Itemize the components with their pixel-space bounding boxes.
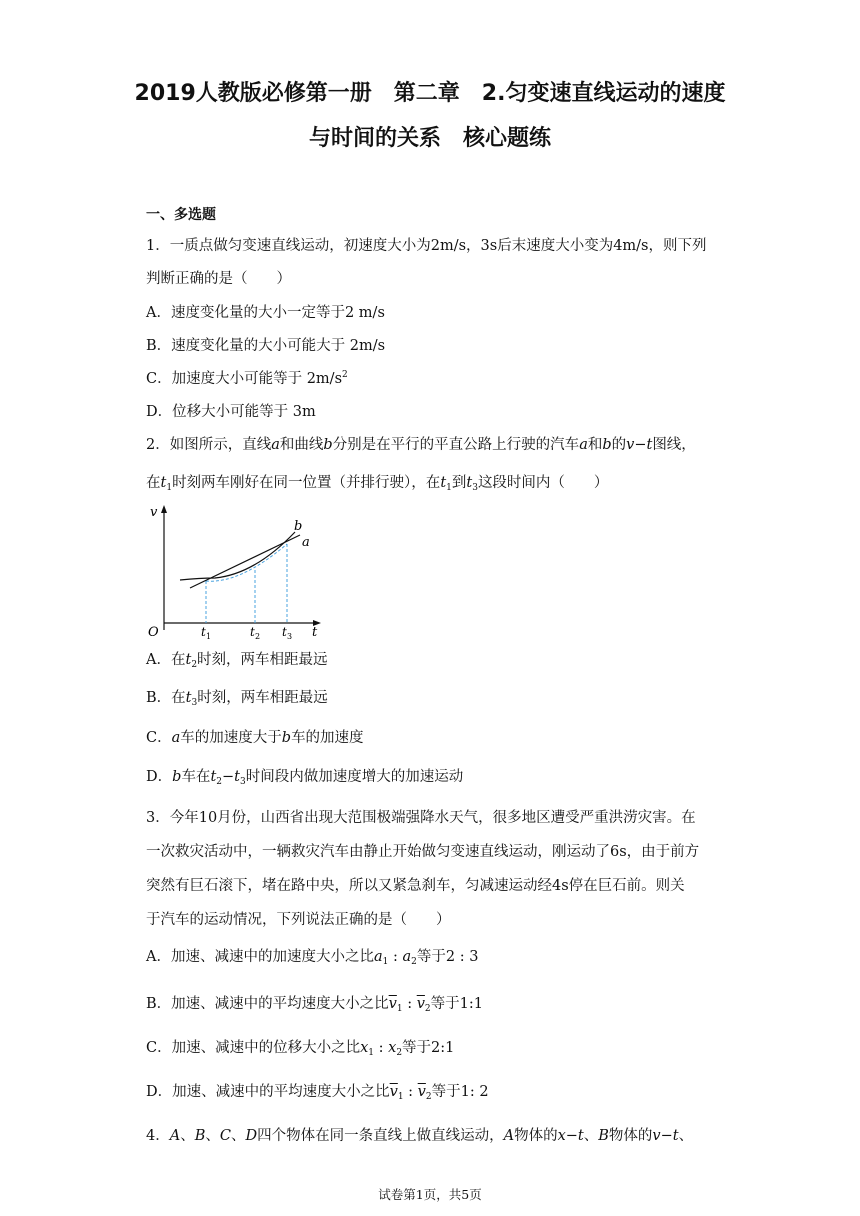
t3-sub: 3 [287,632,293,641]
q3-option-d [146,1080,489,1102]
q4-var: A [169,1128,181,1144]
q3-sub: 2 [411,957,417,967]
q3-var: $\overline{v}$ [416,996,425,1012]
q3-value: 2:1 [431,1040,455,1056]
q4-var: v−t [652,1128,679,1144]
t2-sub: 2 [255,632,261,641]
q4-var: D [245,1128,258,1144]
q2-var: b [323,437,333,453]
q3-stem-line4: 于汽车的运动情况，下列说法正确的是（ ） [146,912,451,928]
q2-text: A．在 [146,652,186,668]
q2-var: v−t [626,437,653,453]
q3-text: : [403,1084,418,1100]
q2-text: 和曲线 [279,437,324,453]
q2-var: b [281,730,292,746]
q4-text: 四个物体在同一条直线上做直线运动， [257,1128,504,1144]
q2-text: − [222,769,235,785]
q1-option-b: B．速度变化量的大小可能大于 2m/s [146,338,386,354]
q2-text: 时刻，两车相距最远 [197,690,328,706]
q2-sub: 3 [191,698,198,708]
q2-var: t [466,475,473,491]
q3-stem-line1: 3．今年10月份，山西省出现大范围极端强降水天气，很多地区遭受严重洪涝灾害。在 [146,810,696,826]
t1-sub: 1 [206,632,212,641]
q3-text: B．加速、减速中的平均速度大小之比 [146,996,389,1012]
q2-text: 到 [451,475,467,491]
q3-var: $\overline{v}$ [388,996,397,1012]
q2-option-d [146,765,463,787]
q3-stem-line2: 一次救灾活动中，一辆救灾汽车由静止开始做匀变速直线运动，刚运动了6s，由于前方 [146,844,700,860]
q4-var: x−t [557,1128,584,1144]
q4-text: 物体的 [514,1128,558,1144]
q2-text: C． [146,730,172,746]
q3-text: 等于 [416,949,446,965]
q3-value: 1:1 [459,996,483,1012]
q1-option-a: A．速度变化量的大小一定等于2 m/s [146,305,385,321]
page-footer: 试卷第1页，共5页 [378,1187,482,1202]
q4-var: B [194,1128,206,1144]
q2-sub: 3 [239,777,246,787]
q3-var: $\overline{v}$ [417,1084,426,1100]
q4-stem-line1 [146,1124,693,1145]
q3-stem-line3: 突然有巨石滚下，堵在路中央，所以又紧急刹车，匀减速运动经4s停在巨石前。则关 [146,878,685,894]
q3-option-c [146,1036,454,1058]
q2-sub: 3 [472,483,478,493]
q3-text: : [374,1040,389,1056]
q3-text: 等于 [402,1040,432,1056]
q3-text: 等于 [430,996,460,1012]
q2-text: 2．如图所示，直线 [146,437,272,453]
q2-var: a [579,437,588,453]
q4-text: 、 [678,1128,694,1144]
q3-sub: 1 [382,957,389,967]
q2-text: 这段时间内（ ） [477,475,609,491]
q3-sub: 2 [425,1092,432,1102]
q2-sub: 2 [216,777,222,787]
q4-text: 4． [146,1128,170,1144]
q2-var: t [234,769,240,785]
q2-text: 在 [146,475,161,491]
helper-dashed-curve [206,544,287,581]
q2-var: t [440,475,447,491]
q3-sub: 2 [424,1004,431,1014]
t3-label: t [282,625,287,639]
q1-option-d: D．位移大小可能等于 3m [146,404,316,420]
q3-var: x [360,1040,369,1056]
page-title-line1: 2019人教版必修第一册 第二章 2.匀变速直线运动的速度 [134,81,726,106]
q2-text: B．在 [146,690,186,706]
q3-var: $\overline{v}$ [389,1084,398,1100]
q1-stem-line2: 判断正确的是（ ） [146,271,291,287]
q1-stem-line1: 1．一质点做匀变速直线运动，初速度大小为2m/s，3s后末速度大小变为4m/s，则下列 [146,238,707,254]
q4-text: 、 [230,1128,246,1144]
q3-var: a [402,949,412,965]
q3-sub: 2 [396,1048,403,1058]
q1-option-c-sup: 2 [342,370,348,380]
q2-var: t [210,769,217,785]
q3-option-a [146,945,478,967]
q4-text: 物体的 [608,1128,653,1144]
q2-stem-line1 [146,433,696,454]
q2-text: 时刻，两车相距最远 [197,652,328,668]
v-axis-label: v [150,505,158,520]
label-b: b [294,519,303,534]
q2-sub: 1 [446,483,452,493]
q2-text: 车的加速度 [291,730,364,746]
q2-var: a [171,730,181,746]
q3-option-b [146,992,483,1014]
q3-var: x [388,1040,397,1056]
q3-text: : [402,996,417,1012]
q3-text: 等于 [431,1084,461,1100]
vt-graph [140,502,330,642]
q2-var: t [185,652,192,668]
q2-text: 时间段内做加速度增大的加速运动 [245,769,464,785]
q2-text: 和 [587,437,603,453]
q1-option-c-text: C．加速度大小可能等于 2m/s [146,371,343,387]
q2-text: 图线， [652,437,696,453]
q3-sub: 1 [368,1048,375,1058]
q2-option-c [146,726,364,747]
v-axis-arrow [161,505,167,513]
section-heading: 一、多选题 [146,207,216,223]
q4-var: C [219,1128,231,1144]
page-title-line2: 与时间的关系 核心题练 [308,126,551,151]
q4-text: 、 [180,1128,195,1144]
q4-text: 、 [205,1128,220,1144]
q3-text: A．加速、减速中的加速度大小之比 [146,949,374,965]
q2-var: t [185,690,192,706]
q2-var: b [172,769,182,785]
q3-value: 1: 2 [460,1084,489,1100]
q2-sub: 1 [166,483,173,493]
q3-sub: 1 [397,1092,404,1102]
q4-text: 、 [583,1128,599,1144]
q2-option-b [146,686,328,708]
q4-var: A [503,1128,515,1144]
q2-var: a [271,437,280,453]
q3-sub: 1 [396,1004,403,1014]
t2-label: t [250,625,255,639]
q2-text: 车在 [181,769,211,785]
q2-stem-line2 [146,471,608,493]
q3-value: 2 : 3 [445,949,479,965]
t1-label: t [201,625,206,639]
origin-label: O [148,625,159,640]
q2-sub: 2 [191,660,198,670]
q2-text: 分别是在平行的平直公路上行驶的汽车 [332,437,580,453]
q2-option-a [146,648,328,670]
q1-option-c [146,367,348,388]
q2-text: 时刻两车刚好在同一位置（并排行驶），在 [172,475,441,491]
q2-text: 车的加速度大于 [180,730,282,746]
q3-text: D．加速、减速中的平均速度大小之比 [146,1084,390,1100]
q2-var: b [602,437,612,453]
label-a: a [302,535,310,550]
q3-text: : [388,949,403,965]
q4-var: B [598,1128,609,1144]
q2-text: 的 [611,437,627,453]
t-axis-label: t [312,625,318,640]
q3-text: C．加速、减速中的位移大小之比 [146,1040,361,1056]
q3-var: a [373,949,383,965]
curve-b [180,532,295,580]
q2-text: D． [146,769,173,785]
q2-var: t [160,475,167,491]
